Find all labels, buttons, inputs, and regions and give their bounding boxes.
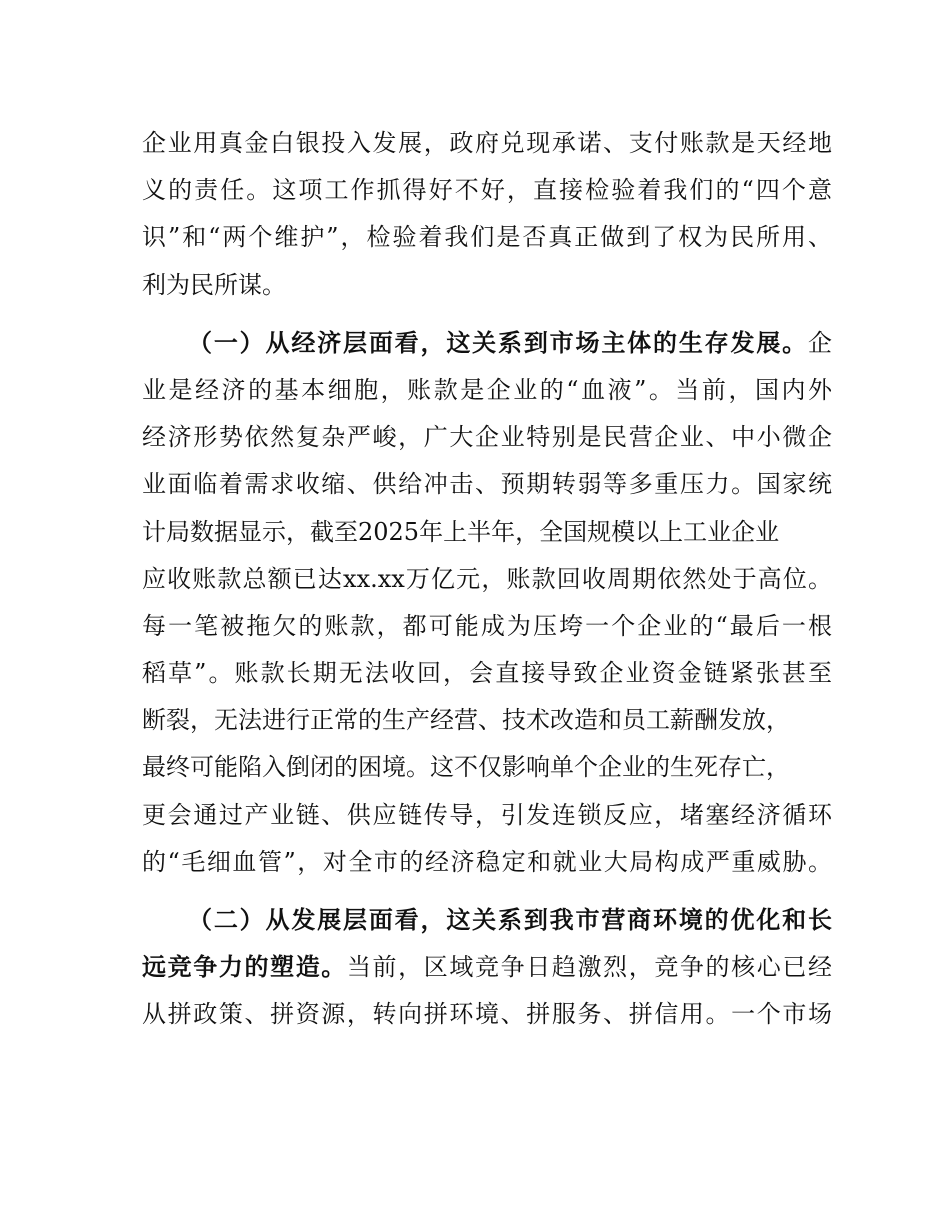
section2-heading-part2: 远竞争力的塑造。 — [142, 953, 347, 982]
paragraph1-line-3: 识”和“两个维护”，检验着我们是否真正做到了权为民所用、 — [142, 223, 832, 252]
paragraph1-line-1: 企业用真金白银投入发展，政府兑现承诺、支付账款是天经地 — [142, 129, 832, 157]
section2-line-1: 从拼政策、拼资源，转向拼环境、拼服务、拼信用。一个市场 — [142, 1000, 832, 1029]
document-page — [142, 120, 832, 1039]
section1-heading: （一）从经济层面看，这关系到市场主体的生存发展。 — [188, 328, 808, 357]
section2-heading-part2-tail: 当前，区域竞争日趋激烈，竞争的核心已经 — [346, 953, 833, 982]
section1-heading-line — [142, 320, 832, 367]
section2-heading-line-2 — [142, 944, 832, 991]
section2-heading-line-1 — [142, 897, 832, 944]
section1-line-9: 最终可能陷入倒闭的困境。这不仅影响单个企业的生死存亡， — [142, 753, 790, 782]
section1-line-1: 业是经济的基本细胞，账款是企业的“血液”。当前，国内外 — [142, 375, 832, 404]
paragraph1-line-2: 义的责任。这项工作抓得好不好，直接检验着我们的“四个意 — [142, 176, 832, 205]
section1-line-2: 经济形势依然复杂严峻，广大企业特别是民营企业、中小微企 — [142, 423, 832, 452]
section1-heading-tail: 企 — [808, 328, 832, 357]
section1-line-7: 稻草”。账款长期无法收回，会直接导致企业资金链紧张甚至 — [142, 659, 832, 688]
section1-line-5: 应收账款总额已达xx.xx万亿元，账款回收周期依然处于高位。 — [142, 564, 832, 593]
section1-line-8: 断裂，无法进行正常的生产经营、技术改造和员工薪酬发放， — [142, 706, 790, 735]
section1-line-11: 的“毛细血管”，对全市的经济稳定和就业大局构成严重威胁。 — [142, 847, 832, 876]
paragraph1-line-4: 利为民所谋。 — [142, 270, 286, 299]
section2-heading-part1: （二）从发展层面看，这关系到我市营商环境的优化和长 — [188, 906, 832, 934]
section1-line-6: 每一笔被拖欠的账款，都可能成为压垮一个企业的“最后一根 — [142, 611, 832, 640]
section1-line-10: 更会通过产业链、供应链传导，引发连锁反应，堵塞经济循环 — [142, 800, 832, 829]
section1-line-4: 计局数据显示，截至2025年上半年，全国规模以上工业企业 — [142, 517, 780, 546]
section1-line-3: 业面临着需求收缩、供给冲击、预期转弱等多重压力。国家统 — [142, 470, 832, 499]
